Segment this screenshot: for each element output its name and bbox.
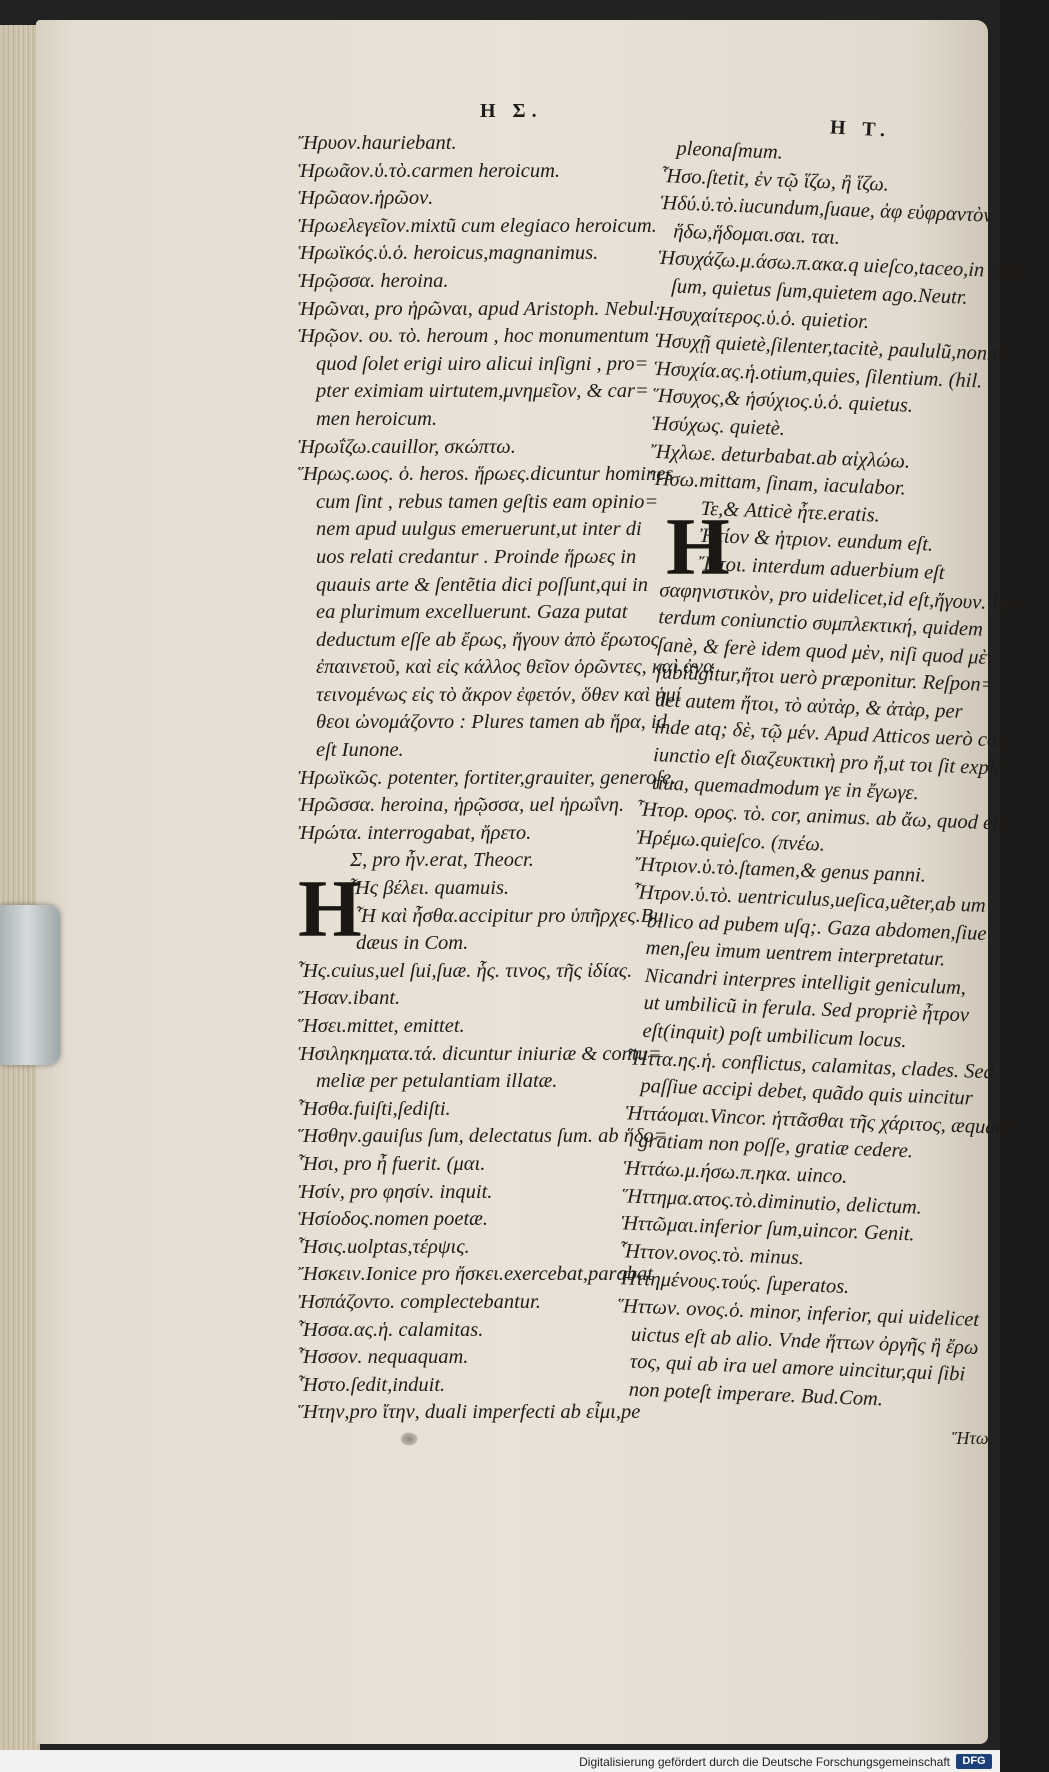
dfg-logo: DFG	[956, 1754, 992, 1769]
text-line: Ἡρωϊκῶς. potenter, fortiter,grauiter, generoſe.	[298, 766, 677, 789]
text-line: Ἤρυον.hauriebant.	[298, 132, 457, 154]
text-line: ſum, quietus ſum,quietem ago.Neutr.	[670, 275, 969, 309]
text-line: ἥδω,ἥδομαι.σαι. ται.	[672, 220, 841, 249]
drop-cap-eta-tau: H	[666, 501, 730, 592]
text-line: Ἡττημένους.τούς. ſuperatos.	[618, 1267, 850, 1299]
text-line: Ἠρώτα. interrogabat, ἤρετο.	[298, 821, 532, 844]
text-line: Ἥσθην.gauiſus ſum, delectatus ſum. ab ἥδο=	[298, 1125, 668, 1148]
text-line: Ἥρως.ωος. ὁ. heros. ἥρωες.dicuntur homines	[298, 463, 674, 486]
text-line: Ἧς.cuius,uel ſui,ſuæ. ἧς. τινος, τῆς ἰδίας.	[298, 959, 633, 982]
text-line: Ἦτορ. ορος. τὸ. cor, animus. ab ἄω, quod eſt	[636, 798, 1004, 835]
text-line: ea plurimum excelluerunt. Gaza putat	[316, 601, 628, 624]
text-line: ἐπαινετοῦ, καὶ εἰς κάλλος θεῖον ὁρῶντες, καὶ ἀνα	[316, 656, 714, 679]
text-line: Ἥττημα.ατος.τὸ.diminutio, delictum.	[621, 1184, 923, 1219]
book-page-edges	[0, 25, 40, 1760]
text-line: Ἧσσον. nequaquam.	[298, 1346, 469, 1369]
text-line: Ἤτριον.ὑ.τὸ.ſtamen,& genus panni.	[634, 853, 927, 888]
text-line: Ἦτρον.ὑ.τὸ. uentriculus,ueſica,uẽter,ab um	[633, 881, 987, 917]
text-line: Ἡρῷον. ου. τὸ. heroum , hoc monumentum	[298, 325, 649, 348]
text-line: eſt(inquit) poſt umbilicum locus.	[642, 1019, 908, 1053]
text-line: Ἧττον.ονος.τὸ. minus.	[619, 1239, 805, 1269]
text-line: cum ſint , rebus tamen geſtis eam opinio=	[316, 490, 659, 513]
text-line: Ἠτίον & ἠτριον. eundum eſt.	[699, 525, 934, 556]
text-line: det autem ἤτοι, τὸ αὐτὰρ, & ἀτὰρ, per	[654, 689, 964, 723]
text-line: non poteſt imperare. Bud.Com.	[628, 1378, 884, 1411]
text-line: Ἡσυχία.ας.ἡ.otium,quies, ſilentium. (hil.	[653, 357, 983, 393]
text-line: Ἥττων. ονος.ὁ. minor, inferior, qui uidelicet	[617, 1295, 980, 1331]
text-line: meliæ per petulantiam illatæ.	[316, 1070, 558, 1093]
text-line: Ἡσυχῇ quietè,ſilenter,tacitè, paululũ,nonnil	[654, 330, 1010, 366]
text-line: bilico ad pubem uſq;. Gaza abdomen,ſiue	[646, 909, 987, 945]
running-head-left: H Σ.	[480, 100, 543, 122]
text-line: Ἡρῶσσα. heroina, ἡρῷσσα, uel ἡρωΐνη.	[298, 794, 625, 817]
text-line: Ἧσθα.fuiſti,ſediſti.	[298, 1097, 451, 1120]
text-line: Ἥσει.mittet, emittet.	[298, 1015, 465, 1037]
text-line: Ἡρῶαον.ἡρῶον.	[298, 187, 434, 210]
text-line: Ἡρωϊκός.ὑ.ὁ. heroicus,magnanimus.	[298, 242, 599, 265]
text-line: pleonaſmum.	[676, 137, 784, 164]
text-line: men heroicum.	[316, 407, 438, 430]
text-line: σαφηνιστικὸν, pro uidelicet,id eſt,ἤγουν. In=	[659, 578, 1023, 615]
text-line: Ἧς βέλει. quamuis.	[350, 877, 510, 900]
text-line: Ἡρωΐζω.cauillor, σκώπτω.	[298, 435, 516, 458]
text-line: Ἡττῶμαι.inferior ſum,uincor. Genit.	[620, 1212, 916, 1246]
text-line: Ἤχλωε. deturbabat.ab αἰχλώω.	[650, 440, 911, 473]
text-line: Ἡρῶναι, pro ἡρῶναι, apud Aristoph. Nebul.	[298, 297, 659, 320]
text-line: Ἧττα.ης.ἡ. conflictus, calamitas, clades. Sed	[627, 1046, 995, 1083]
text-line: Ἡττάομαι.Vincor. ἡττᾶσθαι τῆς χάριτος, æquare	[625, 1102, 1013, 1139]
text-line: iunctio eſt διαζευκτικὴ pro ἤ,ut τοι ſit exple	[652, 744, 1004, 780]
text-line: Ἡσυχάζω.μ.άσω.π.ακα.q uieſco,taceo,in otio	[657, 247, 1022, 284]
text-line: Ἡσιληκηματα.τά. dicuntur iniuriæ & contu=	[298, 1042, 662, 1065]
text-line: Ἤσκειν.Ionice pro ἤσκει.exercebat,parabat	[298, 1263, 653, 1286]
text-line: gratiam non poſſe, gratiæ cedere.	[637, 1130, 914, 1163]
text-line: uos relati credantur . Proinde ἥρωες in	[316, 545, 637, 568]
text-line: Ἡρωελεγεῖον.mixtũ cum elegiaco heroicum.	[298, 214, 657, 237]
text-line: ut umbilicũ in ferula. Sed propriè ἦτρον	[643, 992, 970, 1027]
drop-cap-eta-sigma: H	[298, 863, 362, 954]
text-line: ſanè, & ferè idem quod μὲν, niſi quod μὲν	[657, 633, 997, 669]
text-line: Ἡσύχως. quietè.	[651, 412, 786, 440]
text-line: ſubiũgitur,ἤτοι uerò præponitur. Reſpon=	[655, 661, 995, 697]
catchword: Ἥτω.	[952, 1428, 994, 1448]
text-line: uictus eſt ab alio. Vnde ἥττων ὀργῆς ἢ ἔρω	[630, 1323, 979, 1359]
text-line: Ἡρωᾶον.ὑ.τὸ.carmen heroicum.	[298, 159, 560, 182]
text-line: tiua, quemadmodum γε in ἔγωγε.	[651, 771, 920, 804]
text-line: Ἧ καὶ ἦσθα.accipitur pro ὑπῆρχες.Bu	[356, 904, 664, 927]
page-clip	[0, 905, 60, 1065]
text-line: pter eximiam uirtutem,μνημεῖον, & car=	[316, 380, 649, 403]
text-line: Ἡσίοδος.nomen poetæ.	[298, 1208, 488, 1231]
text-line: terdum coniunctio συμπλεκτική, quidem	[658, 606, 984, 641]
text-line: eſt Iunone.	[316, 739, 404, 762]
text-line: Ἤσαν.ibant.	[298, 987, 401, 1010]
text-line: Ἥτην,pro ἴτην, duali imperfecti ab εἶμι,pe	[298, 1401, 641, 1424]
text-line: quauis arte & ſentẽtia dici poſſunt,qui in	[316, 573, 648, 596]
text-line: Ἡδύ.ὑ.τὸ.iucundum,ſuaue, ἀφ εὐφραντὸν	[659, 192, 993, 227]
text-line: Ἠσίν, pro φησίν. inquit.	[298, 1180, 493, 1203]
text-line: Ἡσυχαίτερος.ὑ.ὁ. quietior.	[655, 302, 870, 333]
text-line: θεοι ὠνομάζοντο : Plures tamen ab ἥρα, id	[316, 711, 667, 734]
text-line: Ἧσις.uolptas,τέρψις.	[298, 1235, 470, 1258]
text-line: Ἧσι, pro ἦ fuerit. (μαι.	[298, 1152, 486, 1175]
text-line: dæus in Com.	[356, 932, 469, 955]
text-line: men,ſeu imum uentrem interpretatur.	[645, 937, 946, 971]
footer-bar	[0, 1750, 1000, 1772]
text-line: Ἧσο.ſtetit, ἐν τῷ ἵζω, ἢ ἵζω.	[661, 164, 890, 196]
text-line: Σ, pro ἦν.erat, Theocr.	[350, 849, 534, 872]
text-line: nem apud uulgus emeruerunt,ut inter di	[316, 518, 642, 541]
text-line: Ἤτοι. interdum aduerbium eſt	[698, 552, 945, 585]
ink-blot	[400, 1432, 418, 1446]
text-line: Ἡττάω.μ.ήσω.π.ηκα. uinco.	[622, 1157, 848, 1188]
text-line: Nicandri interpres intelligit geniculum,	[644, 964, 967, 1000]
text-line: Ἠσπάζοντο. complectebantur.	[298, 1290, 541, 1313]
text-line: Ἥσω.mittam, ſinam, iaculabor.	[649, 467, 907, 500]
text-line: Ἧστο.ſedit,induit.	[298, 1373, 446, 1396]
text-line: Ἠρέμω.quieſco. (πνέω.	[635, 826, 826, 856]
text-line: deductum eſſe ab ἔρως, ἤγουν ἀπὸ ἔρωτος	[316, 628, 659, 651]
text-line: Ἧσσα.ας.ἡ. calamitas.	[298, 1318, 484, 1341]
text-line: τος, qui ab ira uel amore uincitur,qui ſibi	[629, 1350, 966, 1386]
text-line: Τε,& Atticè ἦτε.eratis.	[700, 497, 881, 527]
running-head-right: H T.	[829, 116, 892, 142]
text-line: quod ſolet erigi uiro alicui inſigni , pro=	[316, 352, 649, 375]
text-line: inde atq; δὲ, τῷ μέν. Apud Atticos uerò con	[653, 716, 1008, 753]
text-line: Ἥσυχος,& ἡσύχιος.ὑ.ὁ. quietus.	[652, 385, 914, 418]
text-line: paſſiue accipi debet, quãdo quis uincitur	[640, 1075, 974, 1110]
text-line: τεινομένως εἰς τὸ ἄκρον ἐφετόν, ὅθεν καὶ ἡμί	[316, 683, 682, 706]
funding-note: Digitalisierung gefördert durch die Deutsche Forschungsgemeinschaft	[579, 1755, 950, 1769]
right-column	[614, 135, 1023, 1416]
text-line: Ἡρῷσσα. heroina.	[298, 269, 449, 292]
